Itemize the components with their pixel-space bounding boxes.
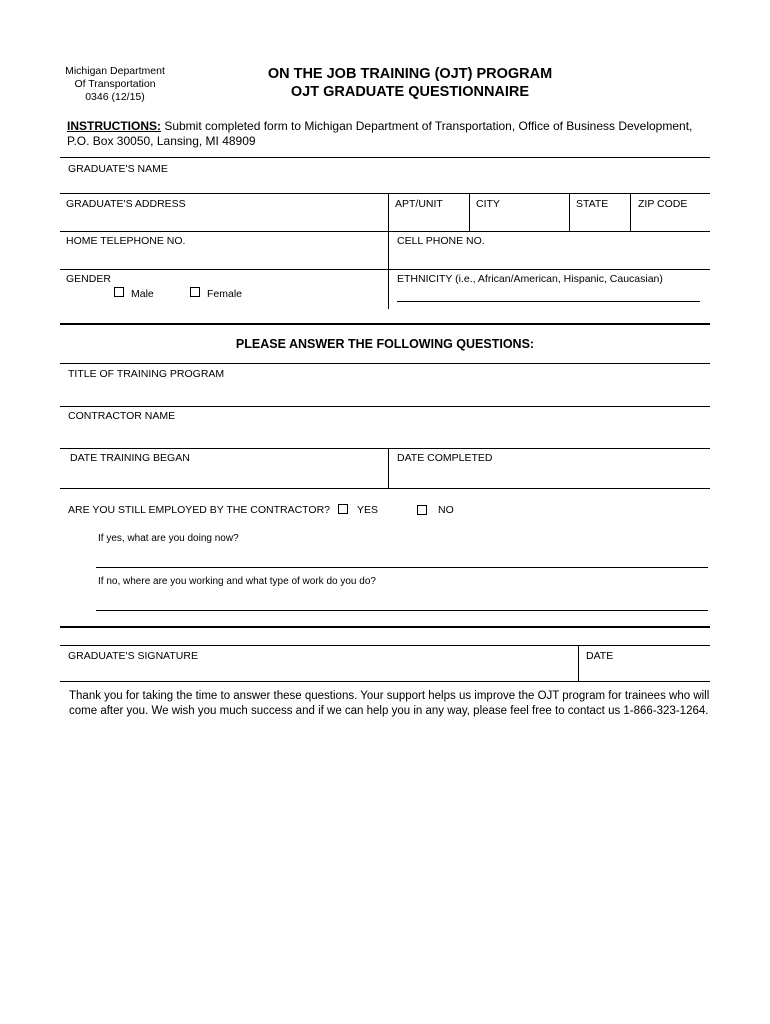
training-title-field[interactable] [60,382,710,404]
divider [60,231,710,232]
apt-unit-field[interactable] [389,211,467,229]
instructions [67,119,707,149]
female-label: Female [207,288,243,300]
if-no-field[interactable] [96,593,708,609]
divider [60,363,710,364]
if-yes-label: If yes, what are you doing now? [98,533,239,544]
date-began-field[interactable] [60,466,386,486]
agency-name-line1: Michigan Department [65,65,165,77]
divider [388,269,389,309]
yes-checkbox[interactable] [338,504,348,514]
signature-date-field[interactable] [579,663,709,679]
date-completed-field[interactable] [389,466,709,486]
graduate-signature-field[interactable] [60,663,576,679]
training-title-label: TITLE OF TRAINING PROGRAM [68,368,225,380]
if-yes-underline [96,567,708,568]
date-began-label: DATE TRAINING BEGAN [70,452,190,464]
section-divider [60,626,710,628]
cell-phone-label: CELL PHONE NO. [397,235,485,247]
agency-name-line2: Of Transportation [74,78,156,90]
divider [60,448,710,449]
section-divider [60,323,710,325]
if-no-underline [96,610,708,611]
contractor-name-field[interactable] [60,424,710,446]
title-line1: ON THE JOB TRAINING (OJT) PROGRAM [267,66,553,82]
graduate-address-field[interactable] [60,211,386,229]
divider [60,488,710,489]
graduate-name-field[interactable] [60,175,710,191]
divider [60,406,710,407]
male-checkbox[interactable] [114,287,124,297]
no-label: NO [438,504,454,516]
divider [60,645,710,646]
home-telephone-label: HOME TELEPHONE NO. [66,235,186,247]
ethnicity-field[interactable] [397,288,700,301]
divider [60,193,710,194]
city-field[interactable] [470,211,568,229]
date-completed-label: DATE COMPLETED [397,452,493,464]
still-employed-label: ARE YOU STILL EMPLOYED BY THE CONTRACTOR? [68,504,330,516]
date-label: DATE [586,650,614,662]
home-telephone-field[interactable] [60,249,386,267]
closing-message: Thank you for taking the time to answer these questions. Your support helps us improve the OJT program for trainees who will come after you. We wish you much success and if we can help you in any way, please feel free to contact us 1-866-323-1264. [69,690,710,717]
instructions-text: Submit completed form to Michigan Department of Transportation, Office of Business Development, P.O. Box 30050, Lansing, MI 48909 [67,119,693,148]
state-label: STATE [576,198,609,210]
form-title [200,65,620,101]
male-label: Male [131,288,154,300]
questions-heading: PLEASE ANSWER THE FOLLOWING QUESTIONS: [235,337,535,351]
divider [60,157,710,158]
zip-code-field[interactable] [631,211,709,229]
graduate-signature-label: GRADUATE'S SIGNATURE [68,650,198,662]
instructions-label: INSTRUCTIONS: [67,119,161,133]
ethnicity-underline [397,301,700,302]
state-field[interactable] [570,211,628,229]
divider [60,269,710,270]
gender-label: GENDER [66,273,111,285]
cell-phone-field[interactable] [389,249,709,267]
female-checkbox[interactable] [190,287,200,297]
zip-code-label: ZIP CODE [638,198,688,210]
agency-block [58,65,172,104]
yes-label: YES [357,504,379,516]
if-yes-field[interactable] [96,550,708,566]
graduate-address-label: GRADUATE'S ADDRESS [66,198,186,210]
apt-unit-label: APT/UNIT [395,198,443,210]
if-no-label: If no, where are you working and what type of work do you do? [98,576,376,587]
graduate-name-label: GRADUATE'S NAME [68,163,168,175]
ethnicity-label: ETHNICITY (i.e., African/American, Hispanic, Caucasian) [397,273,663,285]
no-checkbox[interactable] [417,505,427,515]
city-label: CITY [476,198,500,210]
title-line2: OJT GRADUATE QUESTIONNAIRE [290,84,530,100]
divider [60,681,710,682]
contractor-name-label: CONTRACTOR NAME [68,410,176,422]
form-number: 0346 (12/15) [85,91,145,103]
